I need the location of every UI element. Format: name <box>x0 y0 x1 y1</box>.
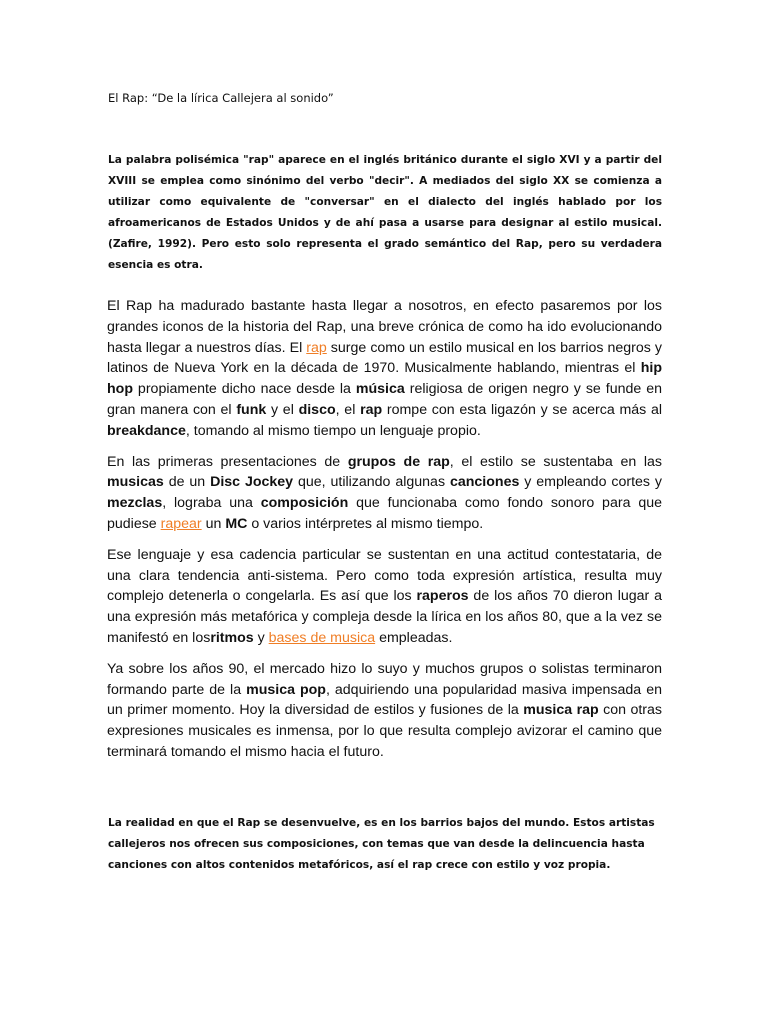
body-section <box>107 296 662 773</box>
document-title: El Rap: “De la lírica Callejera al sonido” <box>108 91 334 105</box>
text-run: surge como un estilo musical en los barrios negros y latinos de Nueva York en la década de 1970. Musicalmente hablando, mientras el <box>107 339 662 377</box>
text-run: , adquiriendo una popularidad masiva impensada en un primer momento. Hoy la diversidad de estilos y fusiones de la <box>107 681 662 719</box>
term-mezclas: mezclas <box>107 495 163 512</box>
text-run: religiosa de origen negro y se funde en gran manera con el <box>107 381 662 418</box>
term-musicas: musicas <box>107 474 164 491</box>
term-ritmos: ritmos <box>210 629 254 646</box>
text-run: de los años 70 dieron lugar a una expresión más metafórica y compleja desde la lírica en los años 80, que a la vez se manifestó en los <box>107 588 663 646</box>
text-run: empleadas. <box>375 629 453 646</box>
text-run: con otras expresiones musicales es inmensa, por lo que resulta complejo avizorar el camino que terminará tomando el mismo hacia el futuro. <box>107 702 662 760</box>
text-run: un <box>201 515 226 532</box>
intro-text: La palabra polisémica "rap" aparece en el inglés británico durante el siglo XVI y a partir del XVIII se emplea como sinónimo del verbo "decir". A mediados del siglo XX se comienza a utilizar como equivalente de "conversar" en el dialecto del inglés hablado por los afroamericanos de Estados Unidos y de ahí pasa a usarse para designar al estilo musical. (Zafire, 1992). Pero esto solo representa el grado semántico del Rap, pero su verdadera esencia es otra. <box>108 154 662 271</box>
body-paragraph-3 <box>107 545 662 649</box>
term-funk: funk <box>236 401 267 418</box>
text-run: que, utilizando algunas <box>293 474 450 491</box>
text-run: rompe con esta ligazón y se acerca más al <box>382 401 663 418</box>
text-run: o varios intérpretes al mismo tiempo. <box>247 515 484 532</box>
text-run: El Rap ha madurado bastante hasta llegar a nosotros, en efecto pasaremos por los grandes iconos de la historia del Rap, una breve crónica de como ha ido evolucionando hasta llegar a nuestros días. El <box>107 298 662 356</box>
term-musica-pop: musica pop <box>246 681 326 698</box>
text-run: En las primeras presentaciones de <box>107 453 348 470</box>
term-grupos-de-rap: grupos de rap <box>347 453 450 470</box>
text-run: , el <box>335 401 361 418</box>
term-canciones: canciones <box>449 474 520 491</box>
text-run: de un <box>163 474 211 491</box>
text-run: , el estilo se sustentaba en las <box>449 453 662 470</box>
term-composicion: composición <box>260 495 349 512</box>
link-rapear[interactable]: rapear <box>160 515 202 532</box>
body-paragraph-2 <box>107 452 662 535</box>
body-paragraph-1 <box>107 296 662 442</box>
link-bases-de-musica[interactable]: bases de musica <box>268 629 376 646</box>
text-run: Ya sobre los años 90, el mercado hizo lo suyo y muchos grupos o solistas terminaron formando parte de la <box>107 660 662 698</box>
link-rap[interactable]: rap <box>306 339 327 356</box>
term-disc-jockey: Disc Jockey <box>210 474 294 491</box>
term-hip-hop: hip hop <box>107 360 662 398</box>
text-run: y <box>253 629 269 646</box>
text-run: y el <box>266 401 299 418</box>
text-run: Ese lenguaje y esa cadencia particular se sustentan en una actitud contestataria, de una clara tendencia anti-sistema. Pero como toda expresión artística, resulta muy complejo detenerla o congelarla. Es así que los <box>107 546 662 605</box>
intro-paragraph <box>108 150 662 276</box>
term-musica-rap: musica rap <box>523 702 599 719</box>
text-run: y empleando cortes y <box>519 474 663 491</box>
text-run: , tomando al mismo tiempo un lenguaje propio. <box>185 422 481 439</box>
body-paragraph-4 <box>107 659 662 763</box>
text-run: , lograba una <box>162 495 261 512</box>
text-run: que funcionaba como fondo sonoro para que pudiese <box>107 495 662 532</box>
term-breakdance: breakdance <box>107 422 186 439</box>
closing-paragraph: La realidad en que el Rap se desenvuelve, es en los barrios bajos del mundo. Estos artistas callejeros nos ofrecen sus composiciones, con temas que van desde la delincuencia hasta canciones con altos contenidos metafóricos, así el rap crece con estilo y voz propia. <box>108 817 655 871</box>
term-musica: música <box>355 381 405 398</box>
term-rap: rap <box>360 401 383 418</box>
term-mc: MC <box>225 515 248 532</box>
text-run: propiamente dicho nace desde la <box>133 381 356 398</box>
term-disco: disco <box>298 401 336 418</box>
term-raperos: raperos <box>416 588 469 605</box>
